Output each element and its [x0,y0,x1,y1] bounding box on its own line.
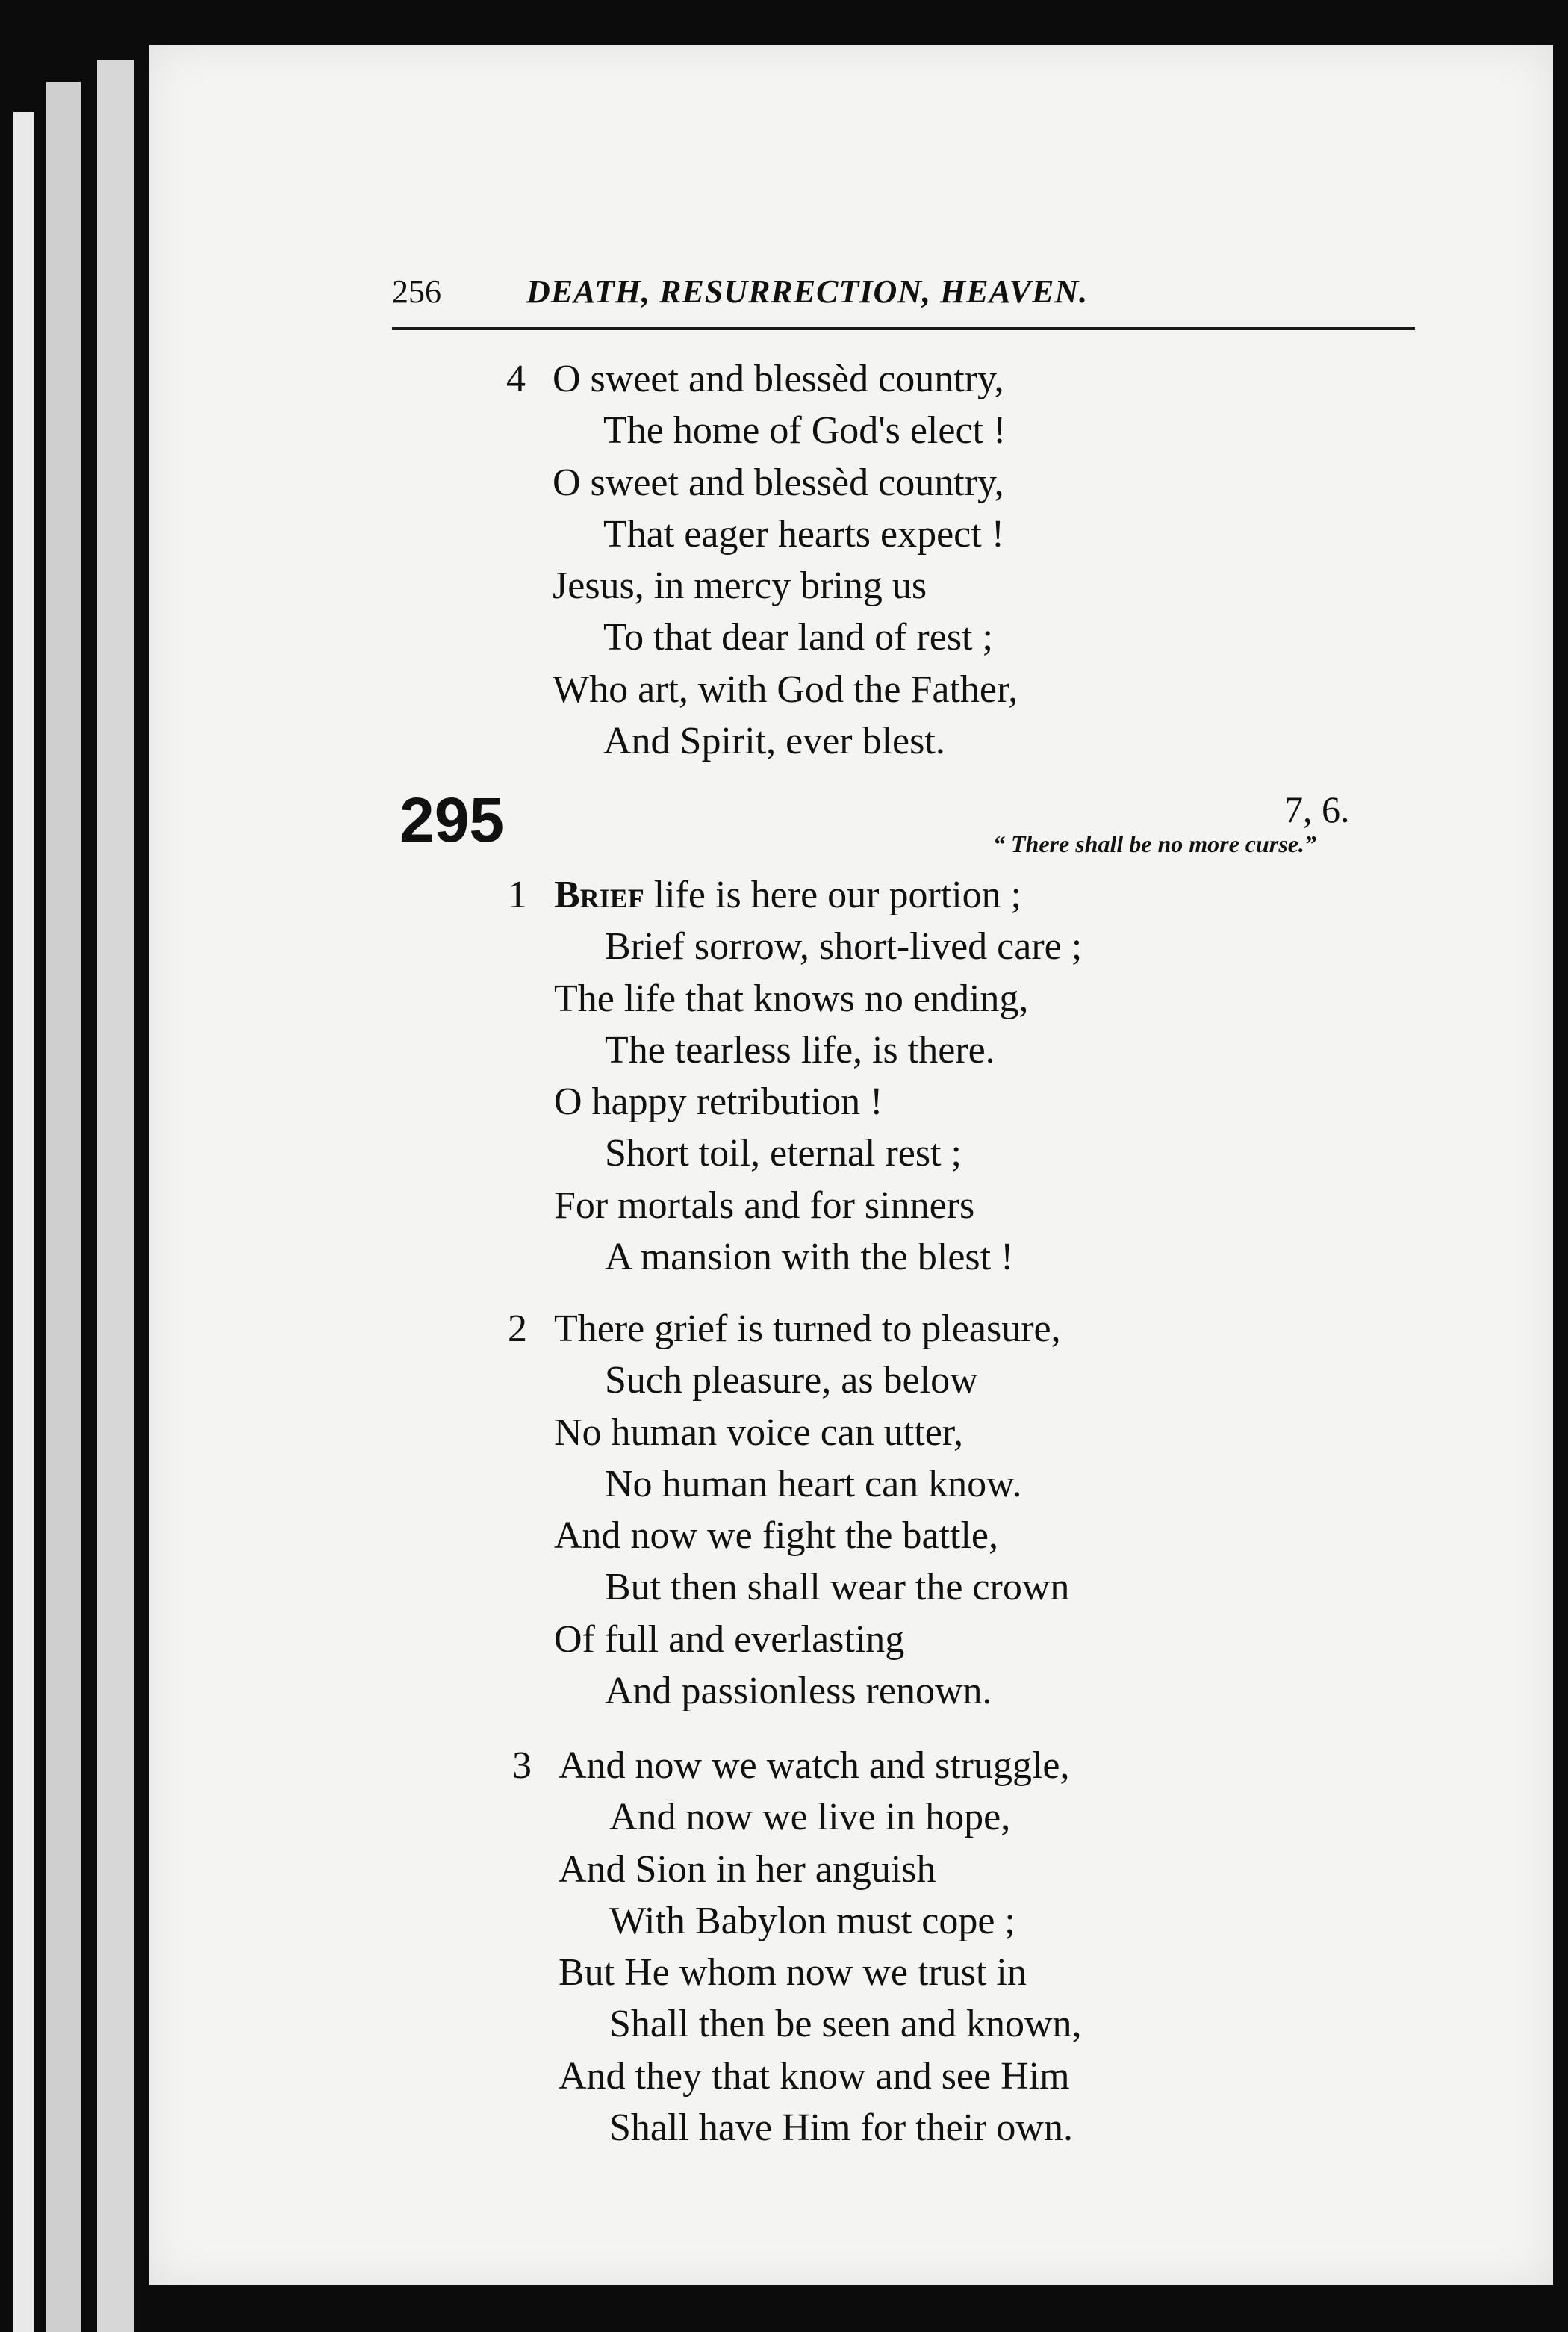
verse-line: And passionless renown. [605,1670,992,1713]
verse-first-word: Brief [554,874,644,916]
verse-line: Brief sorrow, short-lived care ; [605,925,1083,968]
verse-line: And now we watch and struggle, [559,1744,1070,1787]
verse-line: Jesus, in mercy bring us [553,565,927,608]
running-title: DEATH, RESURRECTION, HEAVEN. [526,273,1089,310]
verse-line: Shall have Him for their own. [609,2106,1073,2150]
page-edge [46,82,81,2332]
verse-line: There grief is turned to pleasure, [554,1308,1061,1350]
verse-line: But then shall wear the crown [605,1566,1070,1609]
hymn-stanza-3 [512,1740,1082,2154]
page-edge [97,60,134,2332]
hymn-meter: 7, 6. [1284,789,1350,830]
verse-line: No human heart can know. [605,1462,1022,1505]
page-edge [13,112,34,2332]
verse-line: Shall then be seen and known, [609,2003,1082,2046]
verse-number: 3 [512,1744,532,1787]
hymn-number: 295 [399,785,505,855]
header-rule [392,327,1415,330]
verse-line: To that dear land of rest ; [603,616,993,659]
verse-line: And they that know and see Him [559,2054,1070,2098]
verse-line: And now we live in hope, [609,1796,1011,1839]
prev-hymn-stanza [506,353,1018,767]
verse-line: O happy retribution ! [554,1081,883,1124]
page-number: 256 [392,273,441,310]
verse-line: Short toil, eternal rest ; [605,1132,962,1175]
verse-line: For mortals and for sinners [554,1184,975,1227]
verse-line: The tearless life, is there. [605,1028,995,1072]
verse-line: O sweet and blessèd country, [553,358,1004,400]
verse-line: And Sion in her anguish [559,1847,936,1891]
verse-line: O sweet and blessèd country, [553,461,1004,504]
verse-line: But He whom now we trust in [559,1951,1027,1994]
verse-line: Who art, with God the Father, [553,668,1018,711]
hymn-epigraph: “ There shall be no more curse.” [993,830,1316,857]
verse-line: No human voice can utter, [554,1411,964,1454]
verse-number: 1 [508,874,527,916]
page-header [392,273,1284,332]
hymn-stanza-1 [508,869,1083,1283]
verse-number: 4 [506,358,526,400]
verse-line: life is here our portion ; [644,874,1022,916]
verse-line: A mansion with the blest ! [605,1236,1014,1279]
verse-line: And Spirit, ever blest. [603,720,945,763]
verse-line: That eager hearts expect ! [603,512,1005,556]
verse-line: Of full and everlasting [554,1617,905,1661]
verse-line: And now we fight the battle, [554,1514,998,1558]
verse-line: With Babylon must cope ; [609,1899,1015,1942]
verse-number: 2 [508,1308,527,1350]
verse-line: Such pleasure, as below [605,1359,978,1402]
verse-line: The life that knows no ending, [554,977,1029,1020]
verse-line: The home of God's elect ! [603,409,1007,453]
hymn-stanza-2 [508,1303,1070,1717]
